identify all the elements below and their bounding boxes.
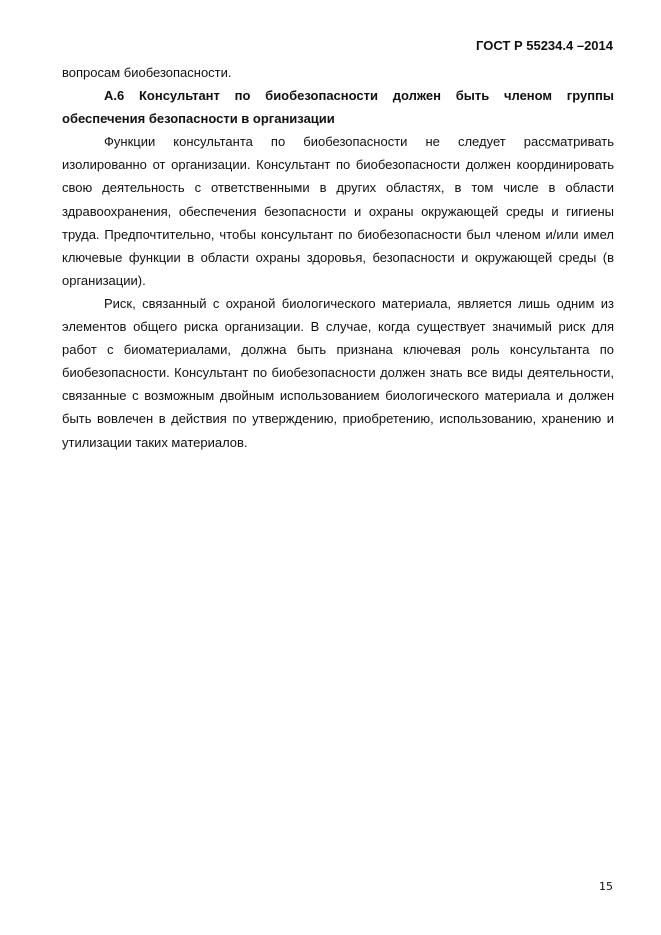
page-number: 15 — [599, 880, 613, 893]
document-code: ГОСТ Р 55234.4 –2014 — [476, 38, 613, 53]
paragraph-1: Функции консультанта по биобезопасности не следует рассматривать изолированно от организации. Консультант по биобезопасности должен координировать свою деятельность с ответственными в других областях, в том числе в области здравоохранения, обеспечения безопасности и охраны окружающей среды и гигиены труда. Предпочтительно, чтобы консультант по биобезопасности был членом и/или имел ключевые функции в области охраны здоровья, безопасности и окружающей среды (в организации). — [62, 134, 614, 288]
paragraph-2: Риск, связанный с охраной биологического материала, является лишь одним из элементов общего риска организации. В случае, когда существует значимый риск для работ с биоматериалами, должна быть признана ключевая роль консультанта по биобезопасности. Консультант по биобезопасности должен знать все виды деятельности, связанные с возможным двойным использованием биологического материала и должен быть вовлечен в действия по утверждению, приобретению, использованию, хранению и утилизации таких материалов. — [62, 295, 614, 450]
continuation-text: вопросам биобезопасности. — [62, 65, 232, 80]
section-heading: А.6 Консультант по биобезопасности должен быть членом группы обеспечения безопасности в организации — [62, 88, 614, 127]
document-body — [62, 61, 614, 454]
